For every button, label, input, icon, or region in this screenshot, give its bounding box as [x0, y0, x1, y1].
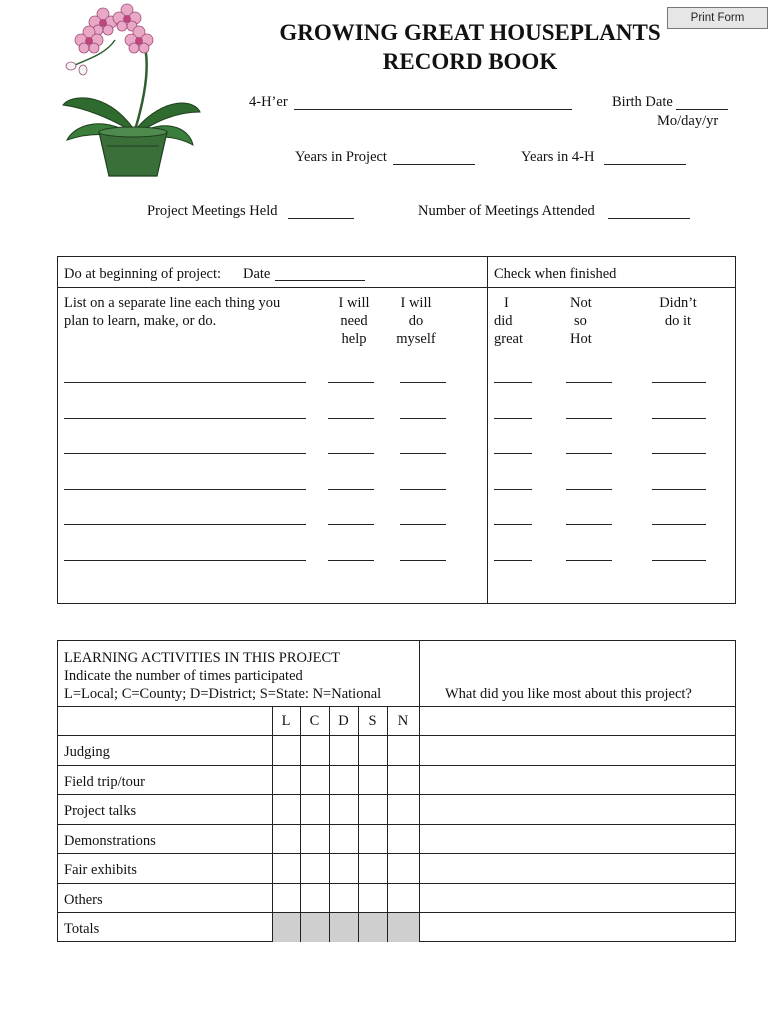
col-did-great-header: I did great — [494, 295, 523, 347]
activity-count-cell[interactable] — [359, 825, 387, 854]
activity-row-divider — [57, 883, 736, 884]
liked-most-question: What did you like most about this project? — [445, 686, 692, 702]
activity-count-cell[interactable] — [301, 766, 329, 795]
activity-row-divider — [57, 824, 736, 825]
activity-count-cell[interactable] — [330, 854, 358, 883]
list-instruction-2: plan to learn, make, or do. — [64, 313, 217, 329]
plan-row-1-need-help-field[interactable] — [328, 382, 374, 383]
activity-count-cell[interactable] — [273, 825, 300, 854]
list-instruction-1: List on a separate line each thing you — [64, 295, 281, 311]
activity-count-cell[interactable] — [273, 766, 300, 795]
activity-count-cell[interactable] — [388, 736, 419, 765]
activity-count-cell[interactable] — [273, 736, 300, 765]
totals-cell-l[interactable] — [273, 913, 300, 942]
years-in-4h-field[interactable] — [604, 164, 686, 165]
activity-count-cell[interactable] — [273, 795, 300, 824]
activities-right-divider — [419, 640, 420, 942]
activity-row-label: Judging — [64, 744, 110, 760]
activity-count-cell[interactable] — [388, 825, 419, 854]
plan-row-6-didnt-field[interactable] — [652, 560, 706, 561]
plan-row-2-need-help-field[interactable] — [328, 418, 374, 419]
plan-row-4-did-great-field[interactable] — [494, 489, 532, 490]
activity-row-label: Fair exhibits — [64, 862, 137, 878]
activity-row-divider — [57, 794, 736, 795]
plan-row-3-item-field[interactable] — [64, 453, 306, 454]
begin-date-field[interactable] — [275, 280, 365, 281]
plan-row-2-do-myself-field[interactable] — [400, 418, 446, 419]
birth-date-field[interactable] — [676, 109, 728, 110]
plan-table-header-divider — [57, 287, 736, 288]
orchid-illustration — [55, 0, 205, 180]
activity-row-label: Field trip/tour — [64, 773, 145, 790]
plan-row-4-need-help-field[interactable] — [328, 489, 374, 490]
activity-count-cell[interactable] — [301, 854, 329, 883]
plan-row-1-do-myself-field[interactable] — [400, 382, 446, 383]
plan-row-3-need-help-field[interactable] — [328, 453, 374, 454]
plan-row-5-did-great-field[interactable] — [494, 524, 532, 525]
activity-count-cell[interactable] — [330, 736, 358, 765]
plan-row-6-not-so-hot-field[interactable] — [566, 560, 612, 561]
plan-row-5-item-field[interactable] — [64, 524, 306, 525]
totals-cell-d[interactable] — [330, 913, 358, 942]
plan-row-3-didnt-field[interactable] — [652, 453, 706, 454]
plan-row-6-item-field[interactable] — [64, 560, 306, 561]
activity-count-cell[interactable] — [359, 766, 387, 795]
activity-count-cell[interactable] — [359, 854, 387, 883]
meetings-held-field[interactable] — [288, 218, 354, 219]
activities-header-divider — [57, 706, 736, 707]
plan-row-2-didnt-field[interactable] — [652, 418, 706, 419]
activity-col-header-l: L — [281, 713, 291, 729]
activity-col-header-c: C — [309, 713, 320, 729]
meetings-attended-field[interactable] — [608, 218, 690, 219]
plan-row-5-do-myself-field[interactable] — [400, 524, 446, 525]
meetings-held-label: Project Meetings Held — [147, 203, 278, 219]
activity-count-cell[interactable] — [359, 884, 387, 913]
totals-cell-c[interactable] — [301, 913, 329, 942]
years-in-4h-label: Years in 4-H — [521, 149, 595, 165]
plan-row-5-need-help-field[interactable] — [328, 524, 374, 525]
plan-row-4-not-so-hot-field[interactable] — [566, 489, 612, 490]
activity-count-cell[interactable] — [388, 766, 419, 795]
activity-count-cell[interactable] — [330, 766, 358, 795]
activity-count-cell[interactable] — [301, 795, 329, 824]
col-not-so-hot-header: Not so Hot — [570, 295, 592, 347]
check-finished-label: Check when finished — [494, 266, 617, 282]
plan-row-2-not-so-hot-field[interactable] — [566, 418, 612, 419]
activity-col-header-n: N — [397, 713, 409, 729]
date-label: Date — [243, 266, 271, 282]
activity-count-cell[interactable] — [359, 736, 387, 765]
activity-row-divider — [57, 912, 736, 913]
plan-row-6-need-help-field[interactable] — [328, 560, 374, 561]
activity-row-label: Demonstrations — [64, 832, 156, 849]
plan-row-3-did-great-field[interactable] — [494, 453, 532, 454]
plan-row-4-do-myself-field[interactable] — [400, 489, 446, 490]
plan-table-column-divider — [487, 256, 488, 604]
activity-count-cell[interactable] — [388, 795, 419, 824]
begin-label: Do at beginning of project: — [64, 266, 222, 282]
years-in-project-label: Years in Project — [295, 149, 387, 165]
plan-row-1-did-great-field[interactable] — [494, 382, 532, 383]
activities-instruction: Indicate the number of times participated — [64, 668, 303, 684]
plan-row-2-did-great-field[interactable] — [494, 418, 532, 419]
print-form-button[interactable]: Print Form — [667, 7, 768, 29]
plan-row-4-item-field[interactable] — [64, 489, 306, 490]
activities-heading: LEARNING ACTIVITIES IN THIS PROJECT — [64, 650, 341, 666]
activity-count-cell[interactable] — [301, 825, 329, 854]
birth-date-label: Birth Date — [612, 94, 673, 110]
plan-row-6-do-myself-field[interactable] — [400, 560, 446, 561]
totals-cell-n[interactable] — [388, 913, 419, 942]
activity-row-label: Others — [64, 891, 103, 908]
title-line-2: RECORD BOOK — [382, 49, 558, 74]
title-line-1: GROWING GREAT HOUSEPLANTS — [279, 20, 661, 45]
col-didnt-header: Didn’t do it — [659, 295, 697, 329]
activity-row-label: Project talks — [64, 803, 137, 819]
totals-cell-s[interactable] — [359, 913, 387, 942]
col-do-myself-header: I will do myself — [396, 295, 436, 347]
plan-row-1-didnt-field[interactable] — [652, 382, 706, 383]
plan-row-6-did-great-field[interactable] — [494, 560, 532, 561]
activity-col-header-d: D — [338, 713, 349, 729]
plan-row-3-do-myself-field[interactable] — [400, 453, 446, 454]
activity-count-cell[interactable] — [273, 884, 300, 913]
years-in-project-field[interactable] — [393, 164, 475, 165]
plan-row-1-not-so-hot-field[interactable] — [566, 382, 612, 383]
plan-row-1-item-field[interactable] — [64, 382, 306, 383]
meetings-attended-label: Number of Meetings Attended — [418, 203, 595, 219]
activity-count-cell[interactable] — [301, 884, 329, 913]
activity-row-divider — [57, 853, 736, 854]
plan-row-5-didnt-field[interactable] — [652, 524, 706, 525]
activity-count-cell[interactable] — [388, 884, 419, 913]
activity-count-cell[interactable] — [359, 795, 387, 824]
activity-row-divider — [57, 765, 736, 766]
activity-count-cell[interactable] — [330, 884, 358, 913]
activity-col-header-s: S — [368, 713, 377, 729]
plan-row-5-not-so-hot-field[interactable] — [566, 524, 612, 525]
plan-row-3-not-so-hot-field[interactable] — [566, 453, 612, 454]
birth-date-format: Mo/day/yr — [657, 113, 719, 129]
activity-count-cell[interactable] — [273, 854, 300, 883]
plan-row-2-item-field[interactable] — [64, 418, 306, 419]
activity-count-cell[interactable] — [301, 736, 329, 765]
col-need-help-header: I will need help — [338, 295, 370, 347]
activity-count-cell[interactable] — [330, 795, 358, 824]
activity-count-cell[interactable] — [388, 854, 419, 883]
activity-count-cell[interactable] — [330, 825, 358, 854]
activities-legend: L=Local; C=County; D=District; S=State: N=National — [64, 686, 382, 702]
member-name-field[interactable] — [294, 109, 572, 110]
plan-row-4-didnt-field[interactable] — [652, 489, 706, 490]
activity-row-label: Totals — [64, 921, 100, 937]
member-label: 4-H’er — [249, 94, 288, 110]
